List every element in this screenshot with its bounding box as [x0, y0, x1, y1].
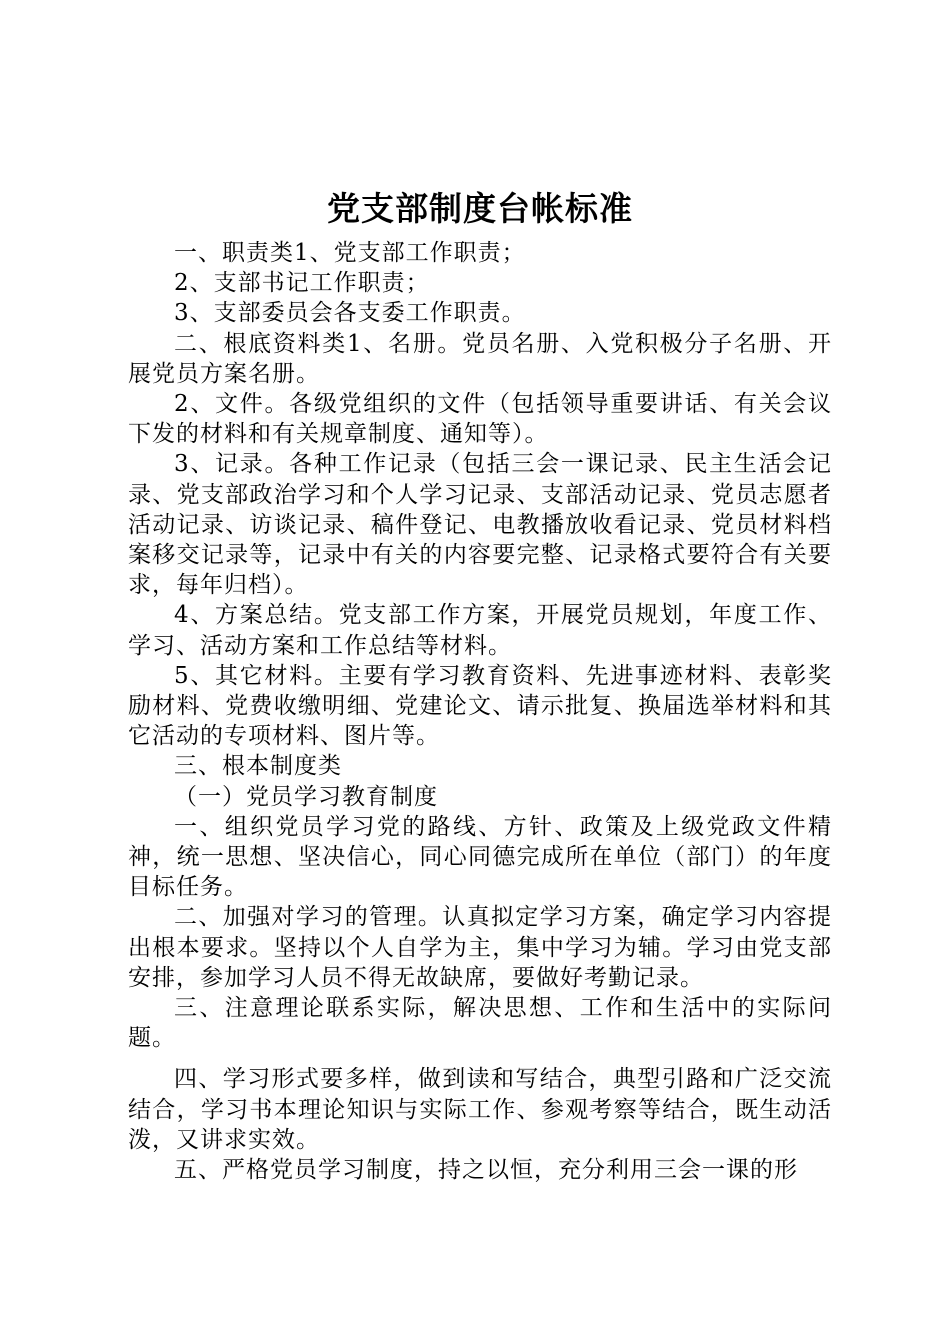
- paragraph: （一）党员学习教育制度: [174, 783, 438, 810]
- paragraph: 2、文件。各级党组织的文件（包括领导重要讲话、有关会议下发的材料和有关规章制度、通知等）。: [128, 391, 832, 448]
- paragraph: 4、方案总结。党支部工作方案，开展党员规划，年度工作、学习、活动方案和工作总结等材料。: [128, 602, 832, 659]
- paragraph: 一、职责类1、党支部工作职责；: [174, 240, 526, 266]
- paragraph-spacer: [128, 1053, 832, 1064]
- paragraph: 一、组织党员学习党的路线、方针、政策及上级党政文件精神，统一思想、坚决信心，同心同德完成所在单位（部门）的年度目标任务。: [128, 813, 832, 901]
- paragraph: 三、注意理论联系实际，解决思想、工作和生活中的实际问题。: [128, 995, 832, 1052]
- paragraph: 五、严格党员学习制度，持之以恒，充分利用三会一课的形: [174, 1157, 798, 1184]
- paragraph: 三、根本制度类: [174, 753, 342, 780]
- paragraph: 二、加强对学习的管理。认真拟定学习方案，确定学习内容提出根本要求。坚持以个人自学为主，集中学习为辅。学习由党支部安排，参加学习人员不得无故缺席，要做好考勤记录。: [128, 904, 832, 991]
- paragraph: 5、其它材料。主要有学习教育资料、先进事迹材料、表彰奖励材料、党费收缴明细、党建论文、请示批复、换届选举材料和其它活动的专项材料、图片等。: [128, 662, 832, 750]
- document-title: 党支部制度台帐标准: [327, 189, 633, 228]
- paragraph: 3、支部委员会各支委工作职责。: [174, 300, 526, 327]
- paragraph: 二、根底资料类1、名册。党员名册、入党积极分子名册、开展党员方案名册。: [128, 330, 832, 387]
- paragraph: 四、学习形式要多样，做到读和写结合，典型引路和广泛交流结合，学习书本理论知识与实际工作、参观考察等结合，既生动活泼，又讲求实效。: [128, 1066, 832, 1153]
- paragraph: 2、支部书记工作职责；: [174, 270, 430, 297]
- paragraph: 3、记录。各种工作记录（包括三会一课记录、民主生活会记录、党支部政治学习和个人学习记录、支部活动记录、党员志愿者活动记录、访谈记录、稿件登记、电教播放收看记录、党员材料档案移交记录等，记录中有关的内容要完整、记录格式要符合有关要求，每年归档）。: [128, 451, 832, 599]
- document-page: [128, 184, 832, 1185]
